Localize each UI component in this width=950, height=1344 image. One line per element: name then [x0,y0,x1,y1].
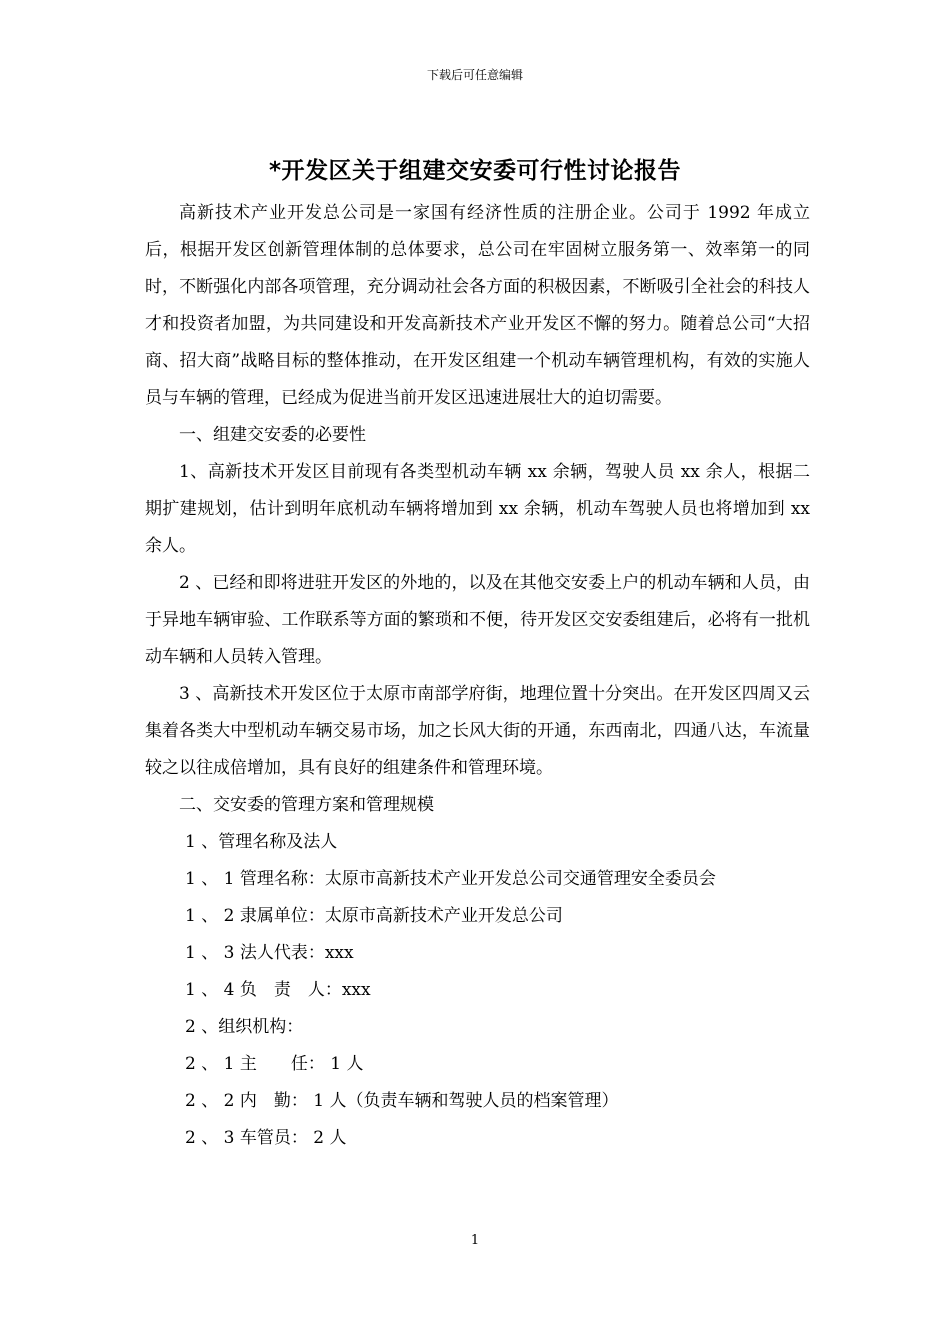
section-heading-2: 二、交安委的管理方案和管理规模 [179,795,434,815]
plan-line-director: 2 、 1 主 任： 1 人 [185,1054,364,1074]
necessity-item-1: 1、高新技术开发区目前现有各类型机动车辆 xx 余辆，驾驶人员 xx 余人，根据二期扩建规划，估计到明年底机动车辆将增加到 xx 余辆，机动车驾驶人员也将增加到 xx 余人。 [145,462,810,556]
intro-paragraph: 高新技术产业开发总公司是一家国有经济性质的注册企业。公司于 1992 年成立后，根据开发区创新管理体制的总体要求，总公司在牢固树立服务第一、效率第一的同时，不断强化内部各项管理，充分调动社会各方面的积极因素，不断吸引全社会的科技人才和投资者加盟，为共同建设和开发高新技术产业开发区不懈的努力。随着总公司“大招商、招大商”战略目标的整体推动，在开发区组建一个机动车辆管理机构，有效的实施人员与车辆的管理，已经成为促进当前开发区迅速进展壮大的迫切需要。 [145,203,810,408]
section-heading-1: 一、组建交安委的必要性 [179,425,366,445]
plan-line-person-in-charge: 1 、 4 负 责 人：xxx [185,980,371,1000]
necessity-item-2: 2 、已经和即将进驻开发区的外地的，以及在其他交安委上户的机动车辆和人员，由于异地车辆审验、工作联系等方面的繁琐和不便，待开发区交安委组建后，必将有一批机动车辆和人员转入管理。 [145,573,810,667]
document-body [145,195,810,1157]
plan-line-vehicle-officers: 2 、 3 车管员： 2 人 [185,1128,347,1148]
plan-line-name-and-legal: 1 、管理名称及法人 [185,832,338,852]
plan-line-office-staff: 2 、 2 内 勤： 1 人（负责车辆和驾驶人员的档案管理） [185,1091,619,1111]
header-note: 下载后可任意编辑 [426,68,523,82]
plan-line-management-name: 1 、 1 管理名称：太原市高新技术产业开发总公司交通管理安全委员会 [185,869,716,889]
plan-line-legal-rep: 1 、 3 法人代表：xxx [185,943,354,963]
plan-line-organization: 2 、组织机构： [185,1017,304,1037]
document-title: *开发区关于组建交安委可行性讨论报告 [268,158,682,184]
plan-line-affiliation: 1 、 2 隶属单位：太原市高新技术产业开发总公司 [185,906,563,926]
necessity-item-3: 3 、高新技术开发区位于太原市南部学府街，地理位置十分突出。在开发区四周又云集着各类大中型机动车辆交易市场，加之长风大街的开通，东西南北，四通八达，车流量较之以往成倍增加，具有良好的组建条件和管理环境。 [145,684,810,778]
page-number: 1 [470,1233,480,1248]
